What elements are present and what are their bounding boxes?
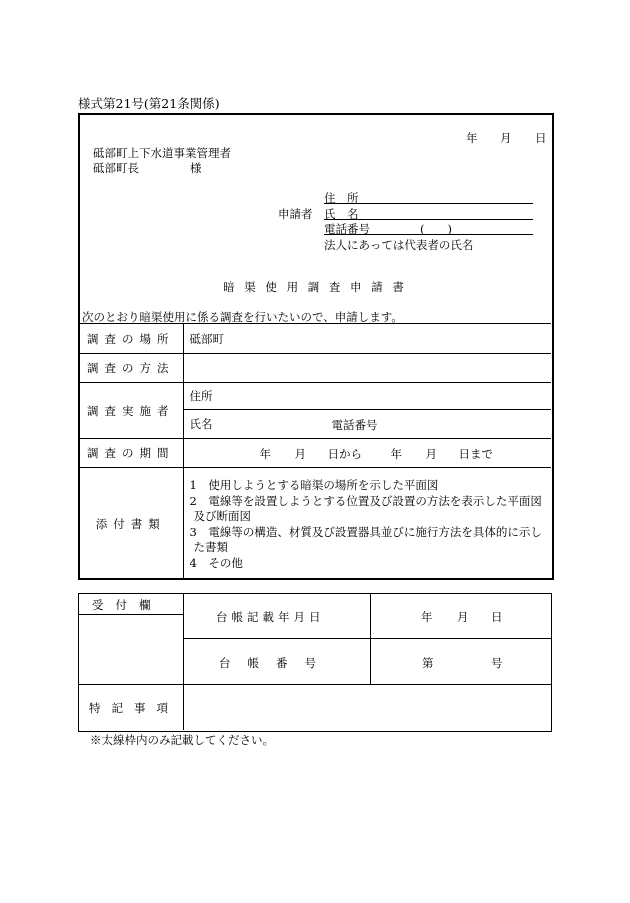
implementer-phone: 電話番号 — [331, 418, 378, 432]
office-col-line-1 — [183, 593, 184, 730]
addressee-line2: 砥部町長 — [93, 161, 139, 175]
period-year1: 年 — [259, 447, 271, 461]
attach-line-1: 1 使用しようとする暗渠の場所を示した平面図 — [189, 478, 439, 493]
period-day1: 日から — [327, 447, 362, 461]
attach-line-4: 3 電線等の構造、材質及び設置器具並びに施行方法を具体的に示し — [189, 524, 542, 539]
attach-line-6: 4 その他 — [189, 555, 243, 570]
ledger-number-suffix: 号 — [491, 656, 503, 670]
method-value[interactable] — [183, 354, 551, 383]
applicant-name-line — [324, 219, 533, 220]
applicant-label: 申請者 — [278, 207, 313, 221]
period-month1: 月 — [294, 447, 306, 461]
document-title: 暗 渠 使 用 調 査 申 請 書 — [223, 280, 407, 294]
reception-divider — [79, 614, 183, 615]
period-value[interactable] — [183, 439, 551, 468]
applicant-address-line — [324, 203, 533, 204]
attach-line-5: た書類 — [193, 540, 228, 555]
addressee-line1: 砥部町上下水道事業管理者 — [93, 146, 231, 160]
intro-text: 次のとおり暗渠使用に係る調査を行いたいので、申請します。 — [82, 310, 403, 324]
ledger-day: 日 — [491, 610, 503, 624]
applicant-address-label: 住 所 — [324, 191, 359, 205]
applicant-phone-parens: ( ) — [420, 222, 452, 236]
implementer-name: 氏名 — [189, 417, 213, 431]
method-label: 調査の方法 — [79, 354, 183, 383]
period-year2: 年 — [390, 447, 402, 461]
implementer-label: 調査実施者 — [79, 383, 183, 439]
applicant-phone-label: 電話番号 — [324, 222, 370, 236]
date-month: 月 — [500, 131, 512, 145]
place-value[interactable]: 砥部町 — [183, 324, 551, 354]
main-table — [79, 323, 551, 580]
reception-label: 受付欄 — [92, 598, 163, 612]
form-id: 様式第21号(第21条関係) — [78, 96, 220, 111]
special-notes-label: 特記事項 — [89, 701, 179, 715]
period-day2: 日まで — [458, 447, 493, 461]
attachments-label: 添付書類 — [79, 468, 183, 580]
attach-line-3: 及び断面図 — [193, 509, 251, 524]
ledger-year: 年 — [421, 610, 433, 624]
implementer-name-row[interactable] — [183, 410, 551, 439]
applicant-name-label: 氏 名 — [324, 207, 359, 221]
ledger-row-divider — [184, 638, 551, 639]
date-day: 日 — [535, 131, 547, 145]
ledger-month: 月 — [457, 610, 469, 624]
period-month2: 月 — [425, 447, 437, 461]
place-label: 調査の場所 — [79, 324, 183, 354]
ledger-number-prefix: 第 — [422, 656, 434, 670]
applicant-corp-note: 法人にあっては代表者の氏名 — [324, 238, 474, 252]
attach-line-2: 2 電線等を設置しようとする位置及び設置の方法を表示した平面図 — [189, 493, 542, 508]
date-year: 年 — [466, 131, 478, 145]
period-label: 調査の期間 — [79, 439, 183, 468]
implementer-address[interactable]: 住所 — [183, 383, 551, 410]
attachments-list — [183, 468, 551, 580]
footnote: ※太線枠内のみ記載してください。 — [90, 733, 274, 747]
ledger-date-label: 台帳記載年月日 — [216, 610, 325, 624]
ledger-number-label: 台帳番号 — [219, 656, 333, 670]
applicant-phone-line — [324, 234, 533, 235]
addressee-honorific: 様 — [190, 161, 202, 175]
special-row-divider — [79, 684, 551, 685]
